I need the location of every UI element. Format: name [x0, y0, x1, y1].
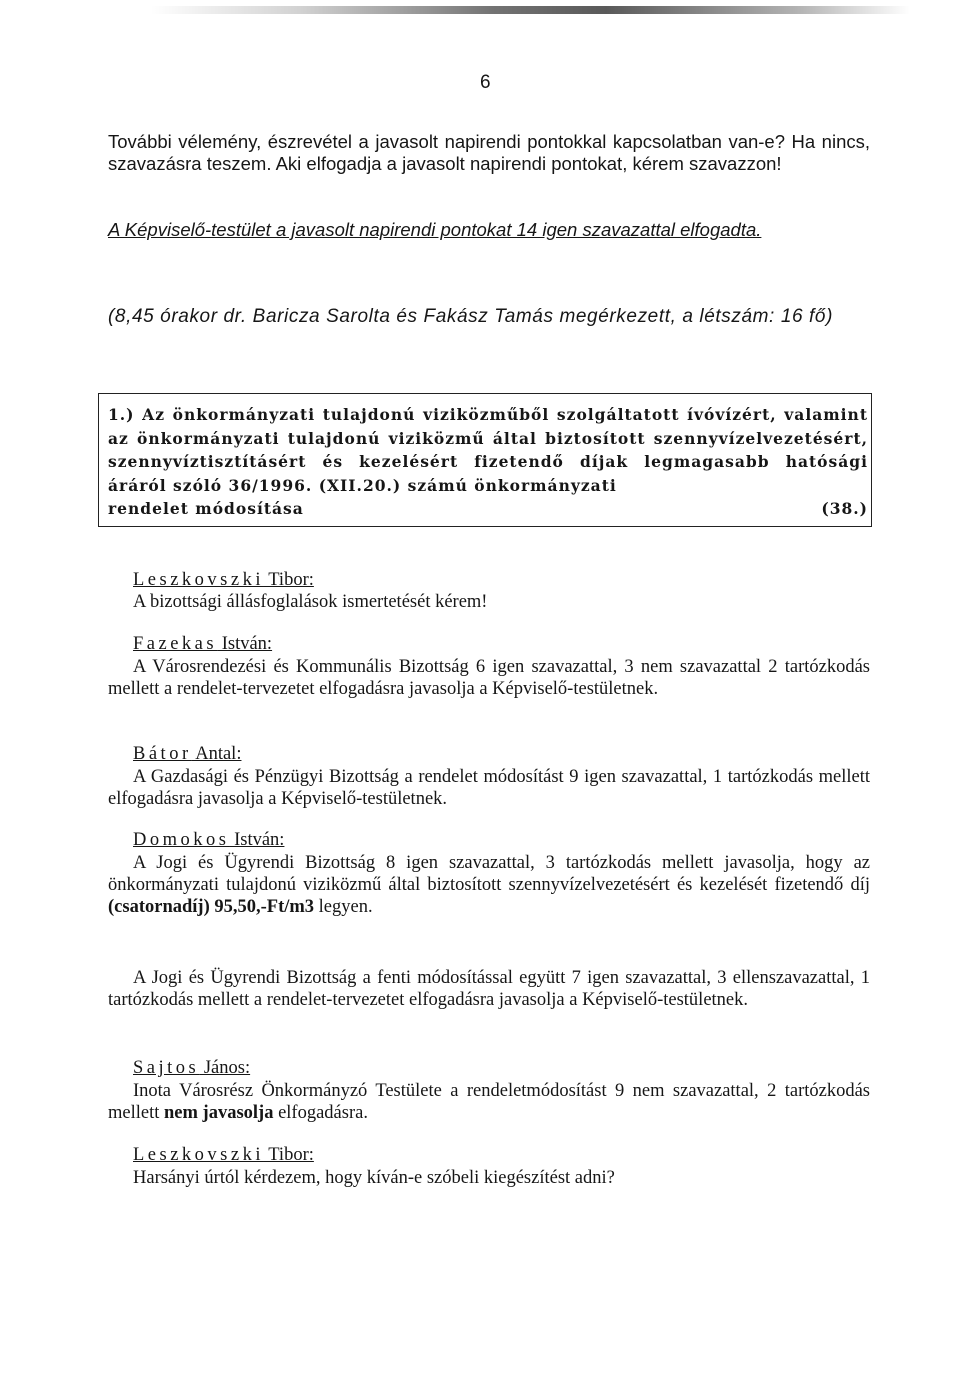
speaker-name: Bátor Antal: [133, 744, 242, 764]
intro-paragraph: További vélemény, észrevétel a javasolt napirendi pontokkal kapcsolatban van-e? Ha nincs, szavazásra teszem. Aki elfogadja a javasolt napirendi pontokat, kérem szavazzon! [108, 131, 870, 174]
speech-text: A Gazdasági és Pénzügyi Bizottság a rendelet módosítást 9 igen szavazattal, 1 tartózkodás mellett elfogadásra javasolja a Képviselő-testületnek. [108, 767, 870, 809]
speech-text: A bizottsági állásfoglalások ismertetését kérem! [133, 592, 488, 612]
speech-text: A Jogi és Ügyrendi Bizottság 8 igen szavazattal, 3 tartózkodás mellett javasolja, hogy az önkormányzati tulajdonú viziközmű által biztosított szennyvízelvezetésért és kezelését fizetendő díj (csatornadíj) 95,50,-Ft/m3 legyen. [108, 853, 870, 917]
scan-artifact [150, 6, 910, 14]
emphasis-text: nem javasolja [164, 1103, 274, 1123]
speaker-name: Leszkovszki Tibor: [133, 570, 314, 590]
agenda-item-body: 1.) Az önkormányzati tulajdonú viziközműből szolgáltatott ívóvízért, valamint az önkormányzati tulajdonú viziközmű által biztosított szennyvízelvezetésért, szennyvíztisztításért és kezelésért fizetendő díjak legmagasabb hatósági áráról szóló 36/1996. (XII.20.) számú önkormányzati [108, 405, 868, 495]
agenda-item-last-line [108, 497, 868, 521]
speaker-name: Leszkovszki Tibor: [133, 1145, 314, 1165]
speech-text: A Jogi és Ügyrendi Bizottság a fenti módosítással együtt 7 igen szavazattal, 3 ellenszavazattal, 1 tartózkodás mellett a rendelet-tervezetet elfogadásra javasolja a Képviselő-testületnek. [108, 968, 870, 1010]
page-number: 6 [480, 72, 491, 93]
agenda-item-title-end: rendelet módosítása [108, 499, 304, 518]
speaker-name: Fazekas István: [133, 634, 273, 654]
speaker-name: Domokos István: [133, 830, 285, 850]
agenda-item-page-ref: (38.) [821, 499, 868, 518]
speech-text: A Városrendezési és Kommunális Bizottság 6 igen szavazattal, 3 nem szavazattal 2 tartózkodás mellett a rendelet-tervezetet elfogadásra javasolja a Képviselő-testületnek. [108, 657, 870, 699]
arrival-note: (8,45 órakor dr. Baricza Sarolta és Fakász Tamás megérkezett, a létszám: 16 fő) [108, 306, 833, 327]
speech-text: Harsányi úrtól kérdezem, hogy kíván-e szóbeli kiegészítést adni? [133, 1168, 615, 1188]
resolution-text: A Képviselő-testület a javasolt napirendi pontokat 14 igen szavazattal elfogadta. [108, 219, 762, 240]
fee-amount: (csatornadíj) 95,50,-Ft/m3 [108, 897, 315, 917]
agenda-item-text [108, 403, 868, 521]
speech-text: Inota Városrész Önkormányzó Testülete a rendeletmódosítást 9 nem szavazattal, 2 tartózkodás mellett nem javasolja elfogadásra. [108, 1081, 870, 1123]
speaker-name: Sajtos János: [133, 1058, 251, 1078]
